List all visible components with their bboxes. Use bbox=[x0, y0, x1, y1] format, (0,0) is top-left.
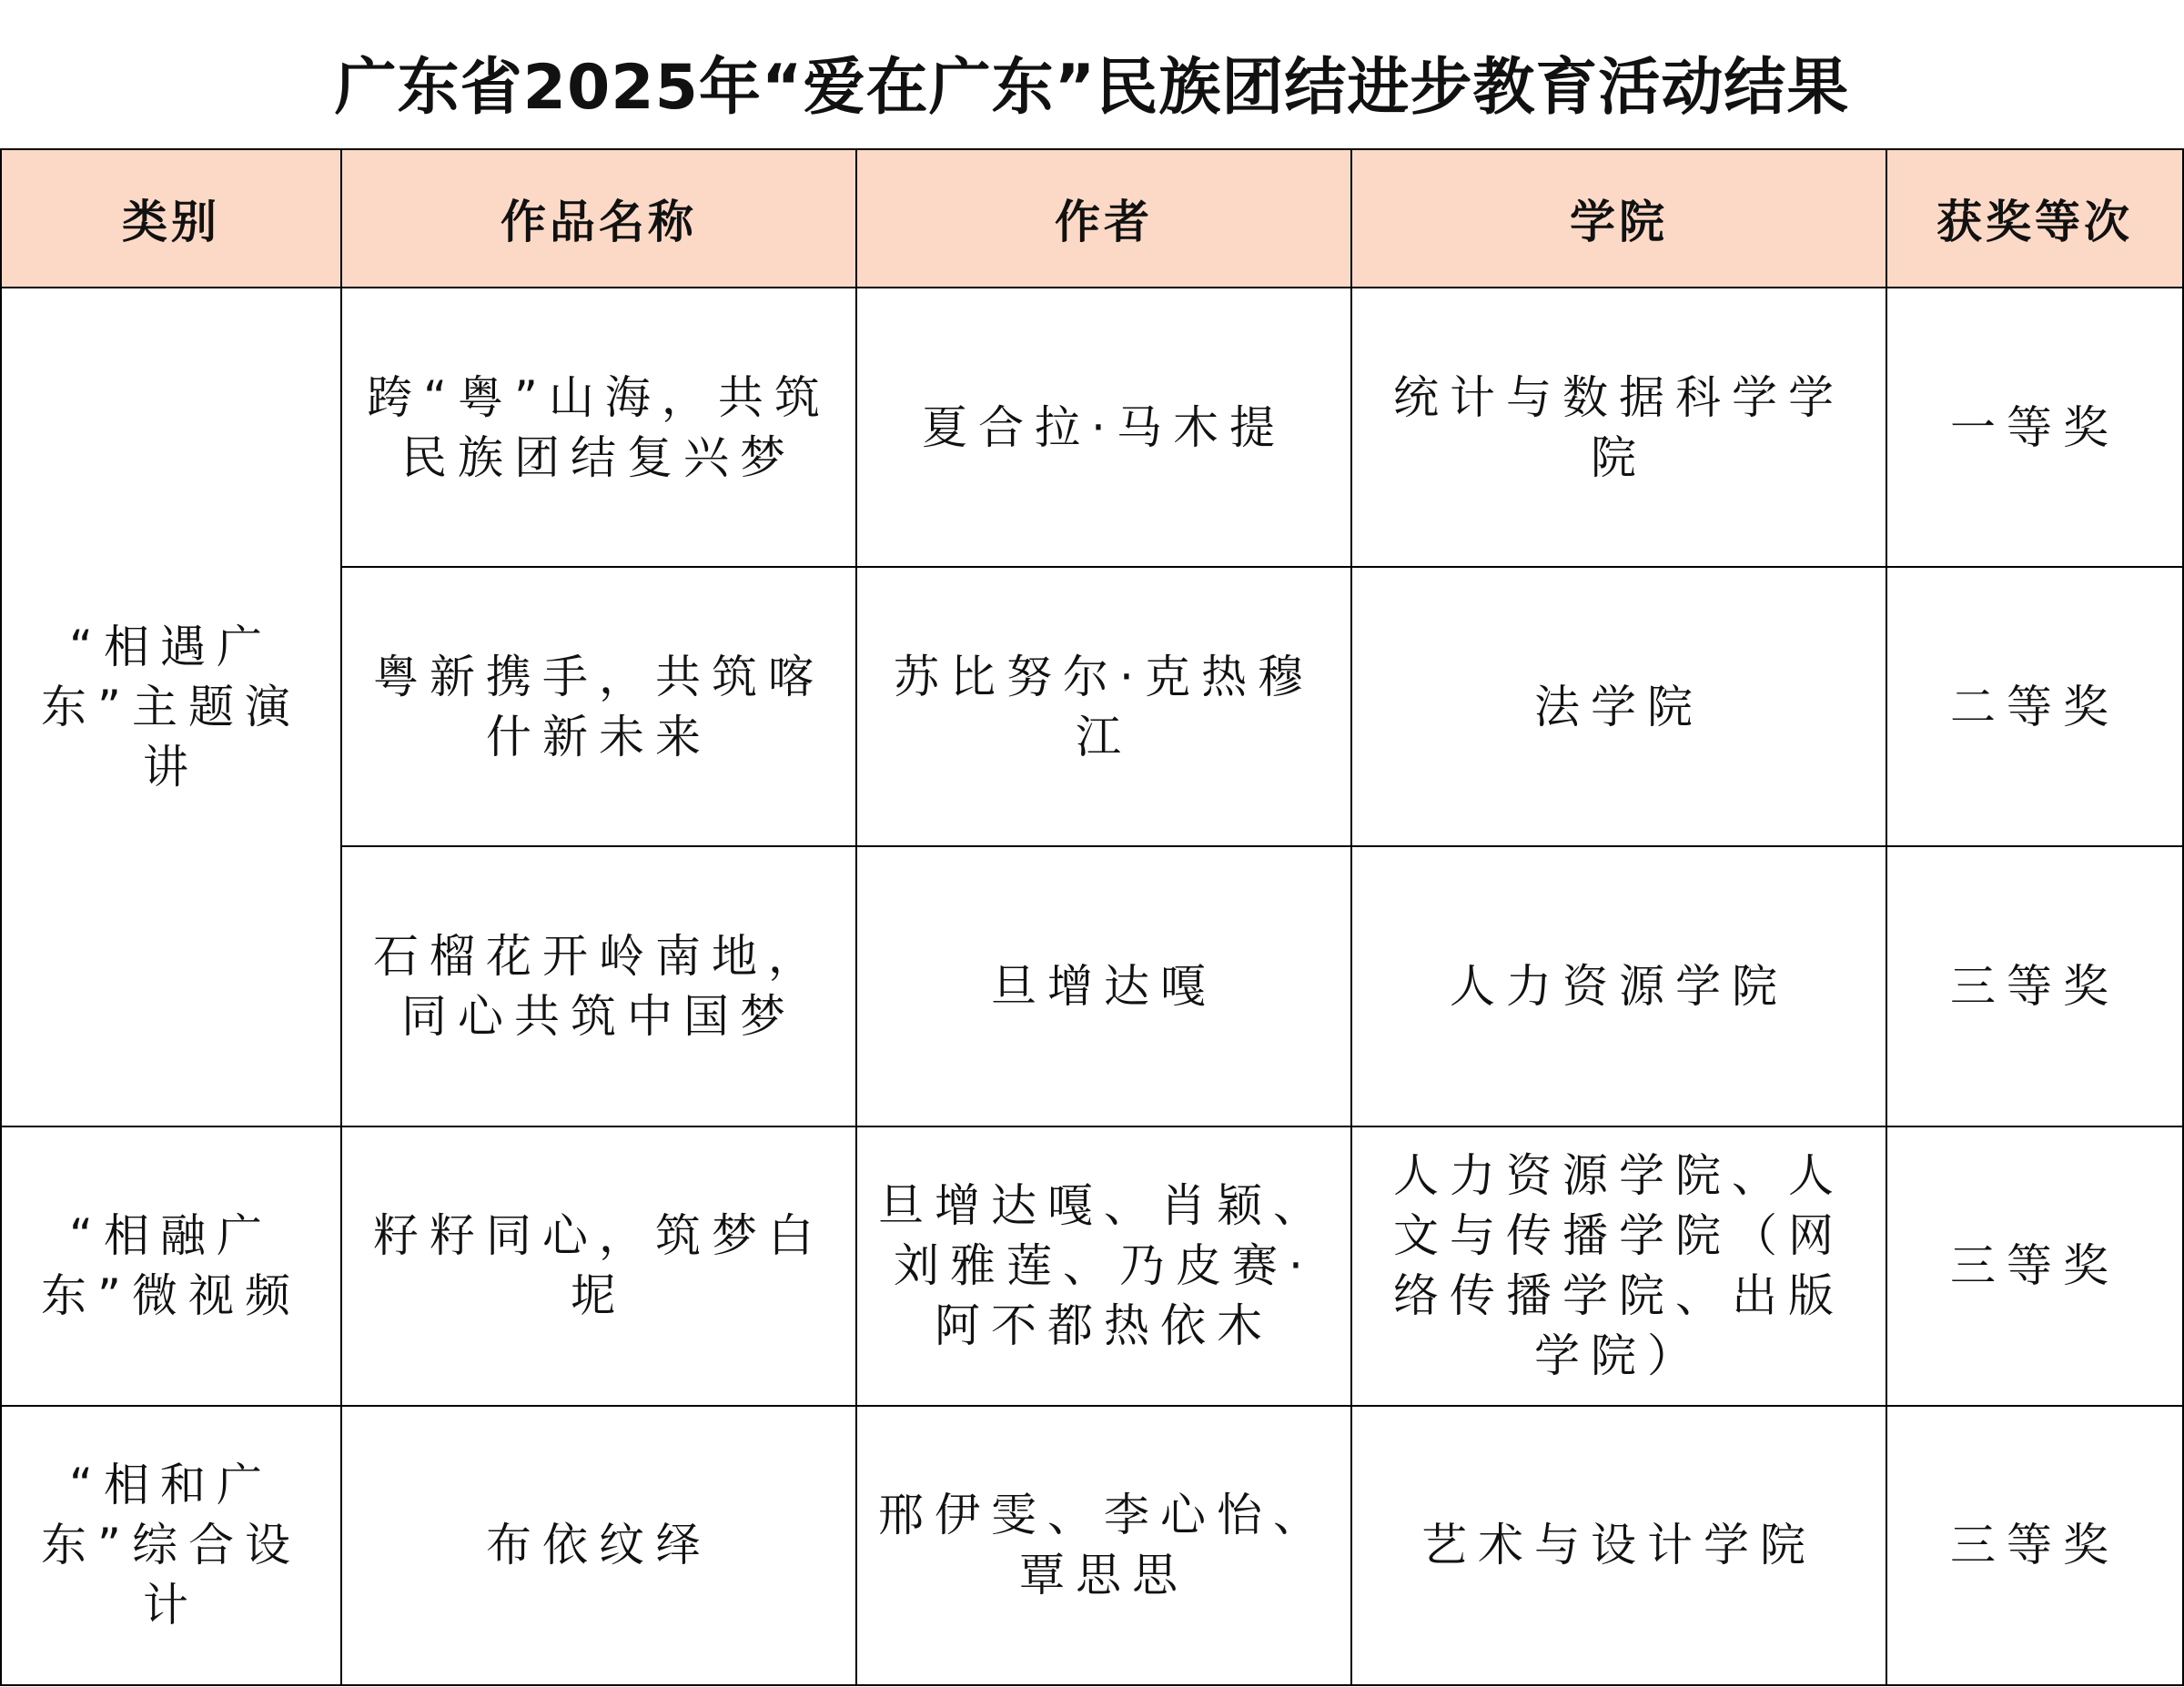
award-level: 三等奖 bbox=[1950, 1239, 2119, 1293]
author-name: 夏合拉·马木提 bbox=[922, 400, 1286, 454]
results-table bbox=[0, 148, 2184, 1686]
work-title: 粤新携手，共筑喀什新未来 bbox=[373, 650, 824, 763]
award-level: 二等奖 bbox=[1950, 680, 2119, 733]
college-cell bbox=[1351, 846, 1886, 1126]
category-cell bbox=[1, 288, 341, 1126]
header-work-title: 作品名称 bbox=[341, 149, 856, 288]
college-cell bbox=[1351, 567, 1886, 846]
college-name: 法学院 bbox=[1534, 680, 1704, 733]
author-name: 旦增达嘎、肖颖、刘雅莲、乃皮赛·阿不都热依木 bbox=[878, 1179, 1330, 1353]
header-college: 学院 bbox=[1351, 149, 1886, 288]
work-title-cell bbox=[341, 1126, 856, 1406]
table-header-row bbox=[1, 149, 2183, 288]
author-cell bbox=[856, 288, 1351, 567]
award-level: 三等奖 bbox=[1950, 959, 2119, 1013]
work-title: 籽籽同心，筑梦白坭 bbox=[373, 1209, 824, 1323]
college-name: 人力资源学院、人文与传播学院（网络传播学院、出版学院） bbox=[1393, 1149, 1845, 1383]
award-level: 三等奖 bbox=[1950, 1519, 2119, 1572]
award-level: 一等奖 bbox=[1950, 400, 2119, 454]
category-cell bbox=[1, 1406, 341, 1685]
work-title-cell bbox=[341, 846, 856, 1126]
award-cell bbox=[1886, 1406, 2183, 1685]
college-cell bbox=[1351, 1406, 1886, 1685]
category-label: “相融广东”微视频 bbox=[41, 1209, 301, 1323]
work-title-cell bbox=[341, 1406, 856, 1685]
page-title: 广东省2025年“爱在广东”民族团结进步教育活动结果 bbox=[334, 51, 1850, 124]
author-cell bbox=[856, 1126, 1351, 1406]
work-title: 跨“粤”山海，共筑民族团结复兴梦 bbox=[367, 370, 831, 484]
table-row bbox=[1, 1406, 2183, 1685]
category-label: “相遇广东”主题演讲 bbox=[41, 620, 301, 793]
award-cell bbox=[1886, 1126, 2183, 1406]
award-cell bbox=[1886, 288, 2183, 567]
award-cell bbox=[1886, 846, 2183, 1126]
college-name: 统计与数据科学学院 bbox=[1393, 370, 1845, 484]
college-name: 人力资源学院 bbox=[1450, 959, 1788, 1013]
author-cell bbox=[856, 1406, 1351, 1685]
category-cell bbox=[1, 1126, 341, 1406]
table-row bbox=[1, 288, 2183, 567]
author-name: 旦增达嘎 bbox=[991, 959, 1217, 1013]
author-cell bbox=[856, 567, 1351, 846]
work-title-cell bbox=[341, 288, 856, 567]
work-title: 布依纹绎 bbox=[486, 1519, 712, 1572]
author-name: 苏比努尔·克热穆江 bbox=[894, 650, 1314, 763]
work-title-cell bbox=[341, 567, 856, 846]
category-label: “相和广东”综合设计 bbox=[41, 1459, 301, 1632]
header-award: 获奖等次 bbox=[1886, 149, 2183, 288]
award-cell bbox=[1886, 567, 2183, 846]
author-cell bbox=[856, 846, 1351, 1126]
table-row bbox=[1, 1126, 2183, 1406]
header-category: 类别 bbox=[1, 149, 341, 288]
college-cell bbox=[1351, 1126, 1886, 1406]
author-name: 邢伊雯、李心怡、覃思思 bbox=[878, 1489, 1330, 1602]
header-author: 作者 bbox=[856, 149, 1351, 288]
college-cell bbox=[1351, 288, 1886, 567]
college-name: 艺术与设计学院 bbox=[1421, 1519, 1816, 1572]
work-title: 石榴花开岭南地，同心共筑中国梦 bbox=[373, 929, 824, 1043]
